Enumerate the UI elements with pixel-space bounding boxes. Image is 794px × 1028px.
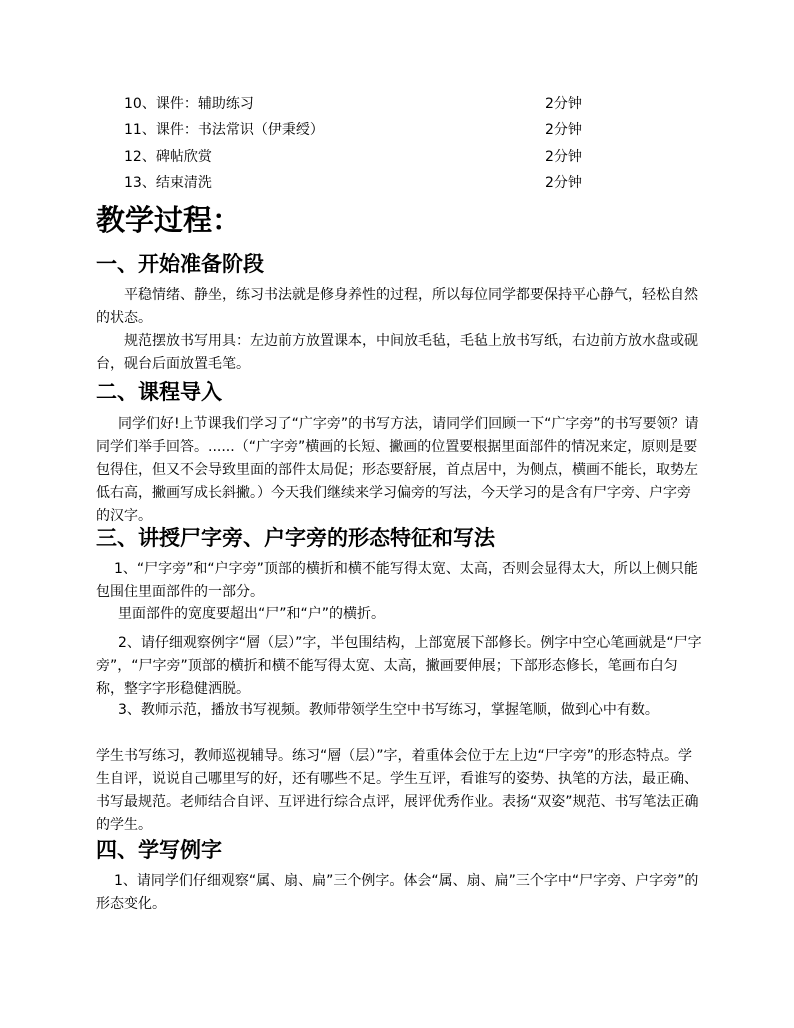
paragraph: 规范摆放书写用具：左边前方放置课本，中间放毛毡，毛毡上放书写纸，右边前方放水盘或砚台，砚台后面放置毛笔。 bbox=[96, 333, 698, 372]
section-heading: 二、课程导入 bbox=[96, 379, 222, 404]
paragraph: 学生书写练习，教师巡视辅导。练习“層（层）”字，着重体会位于左上边“尸字旁”的形态特点。学生自评，说说自己哪里写的好，还有哪些不足。学生互评，看谁写的姿势、执笔的方法，最正确、书写最规范。老师结合自评、互评进行综合点评，展评优秀作业。表扬“双姿”规范、书写笔法正确的学生。 bbox=[96, 748, 699, 833]
schedule-duration: 2分钟 bbox=[545, 122, 582, 138]
page-title: 教学过程： bbox=[96, 203, 242, 237]
section-heading: 四、学写例字 bbox=[96, 837, 222, 862]
schedule-item: 11、课件：书法常识（伊秉绶） bbox=[124, 122, 324, 138]
schedule-item: 10、课件：辅助练习 bbox=[124, 96, 254, 112]
schedule-item: 13、结束清洗 bbox=[124, 175, 212, 191]
schedule-row bbox=[0, 92, 794, 116]
paragraph: 里面部件的宽度要超出“尸”和“户”的横折。 bbox=[118, 606, 386, 622]
paragraph: 3、教师示范，播放书写视频。教师带领学生空中书写练习，掌握笔顺，做到心中有数。 bbox=[118, 702, 659, 718]
schedule-duration: 2分钟 bbox=[545, 149, 582, 165]
schedule-row bbox=[0, 171, 794, 195]
section-heading: 三、讲授尸字旁、户字旁的形态特征和写法 bbox=[96, 525, 495, 550]
paragraph: 1、“尸字旁”和“户字旁”顶部的横折和横不能写得太宽、太高，否则会显得太大，所以上侧只能包围住里面部件的一部分。 bbox=[96, 561, 698, 600]
paragraph: 同学们好!上节课我们学习了“广字旁”的书写方法，请同学们回顾一下“广字旁”的书写要领？请同学们举手回答。......（“广字旁”横画的长短、撇画的位置要根据里面部件的情况来定，原则是要包得住，但又不会导致里面的部件太局促；形态要舒展，首点居中，为侧点，横画不能长，取势左低右高，撇画写成长斜撇。）今天我们继续来学习偏旁的写法，今天学习的是含有尸字旁、户字旁的汉字。 bbox=[96, 416, 699, 524]
schedule-duration: 2分钟 bbox=[545, 96, 582, 112]
paragraph: 平稳情绪、静坐，练习书法就是修身养性的过程，所以每位同学都要保持平心静气，轻松自然的状态。 bbox=[96, 287, 698, 326]
schedule-row bbox=[0, 118, 794, 142]
paragraph: 1、请同学们仔细观察“属、扇、扁”三个例字。体会“属、扇、扁”三个字中“尸字旁、户字旁”的形态变化。 bbox=[96, 873, 699, 912]
schedule-duration: 2分钟 bbox=[545, 175, 582, 191]
schedule-row bbox=[0, 145, 794, 169]
paragraph: 2、请仔细观察例字“層（层）”字，半包围结构，上部宽展下部修长。例字中空心笔画就是“尸字旁”，“尸字旁”顶部的横折和横不能写得太宽、太高，撇画要伸展；下部形态修长，笔画布白匀称，整字字形稳健洒脱。 bbox=[96, 635, 702, 697]
schedule-item: 12、碑帖欣赏 bbox=[124, 149, 212, 165]
section-heading: 一、开始准备阶段 bbox=[96, 251, 264, 276]
